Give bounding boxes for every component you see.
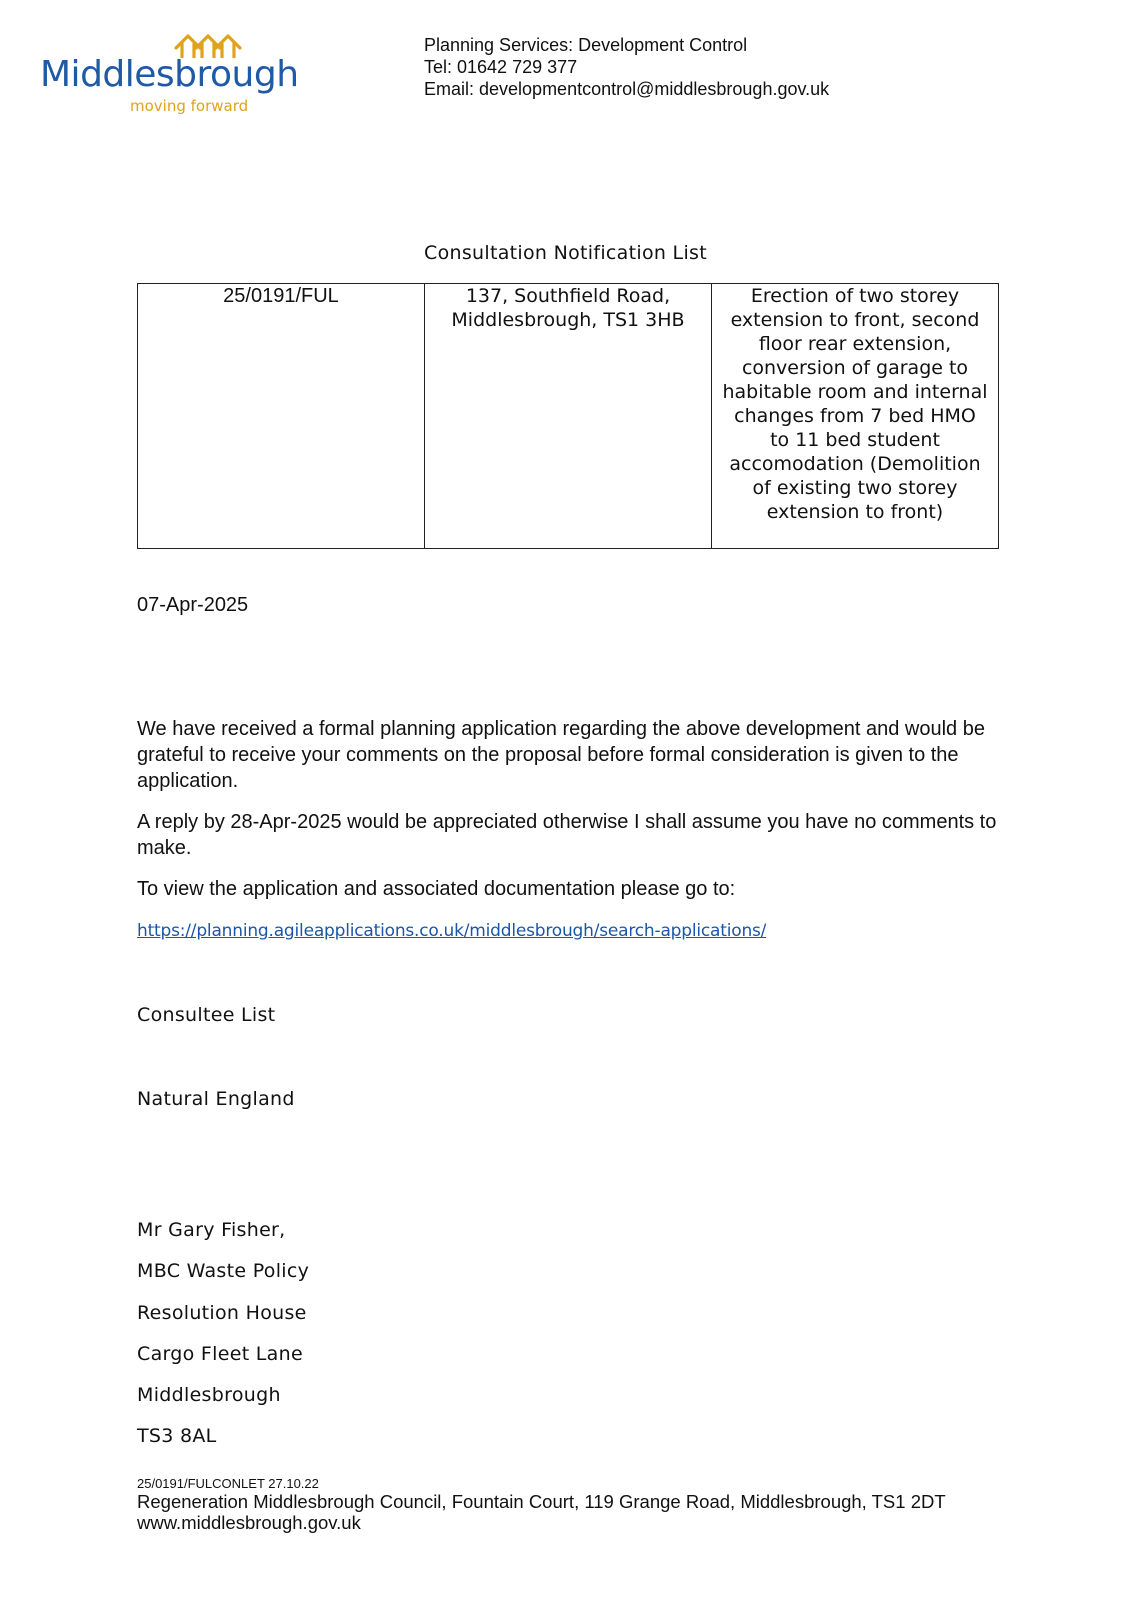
application-table [137, 283, 999, 549]
footer-address-block [137, 1491, 946, 1533]
consultee-name: Natural England [137, 1088, 295, 1110]
document-title: Consultation Notification List [424, 242, 707, 264]
council-logo [40, 28, 310, 118]
intro-paragraph: We have received a formal planning application regarding the above development and would be grateful to receive your comments on the proposal before formal consideration is given to the application. [137, 718, 985, 792]
contact-block [424, 34, 829, 100]
address-line: TS3 8AL [137, 1425, 217, 1448]
address-line: MBC Waste Policy [137, 1260, 310, 1283]
footer-website: www.middlesbrough.gov.uk [137, 1512, 361, 1533]
address-line: Cargo Fleet Lane [137, 1342, 303, 1365]
letter-date: 07-Apr-2025 [137, 594, 249, 616]
telephone-line: Tel: 01642 729 377 [424, 57, 578, 77]
address-line: Middlesbrough [137, 1384, 281, 1407]
view-paragraph: To view the application and associated documentation please go to: [137, 878, 736, 900]
recipient-address [137, 1210, 309, 1458]
application-address: 137, Southfield Road, Middlesbrough, TS1 3HB [425, 284, 712, 549]
applications-link[interactable]: https://planning.agileapplications.co.uk/middlesbrough/search-applications/ [137, 921, 767, 941]
reply-paragraph: A reply by 28-Apr-2025 would be appreciated otherwise I shall assume you have no comments to make. [137, 811, 997, 859]
footer-reference: 25/0191/FULCONLET 27.10.22 [137, 1476, 319, 1491]
table-row [138, 284, 999, 549]
footer-address: Regeneration Middlesbrough Council, Fountain Court, 119 Grange Road, Middlesbrough, TS1 2DT [137, 1491, 946, 1512]
address-line: Resolution House [137, 1301, 307, 1324]
logo-name: Middlesbrough [40, 54, 299, 95]
consultee-heading: Consultee List [137, 1004, 276, 1026]
logo-tagline: moving forward [130, 97, 249, 115]
application-description: Erection of two storey extension to front, second floor rear extension, conversion of garage to habitable room and internal changes from 7 bed HMO to 11 bed student accomodation (Demolition of existing two storey extension to front) [712, 284, 999, 549]
email-line: Email: developmentcontrol@middlesbrough.gov.uk [424, 79, 830, 99]
department-line: Planning Services: Development Control [424, 35, 748, 55]
letter-body [137, 716, 1007, 959]
address-line: Mr Gary Fisher, [137, 1219, 286, 1241]
application-reference: 25/0191/FUL [138, 284, 425, 549]
